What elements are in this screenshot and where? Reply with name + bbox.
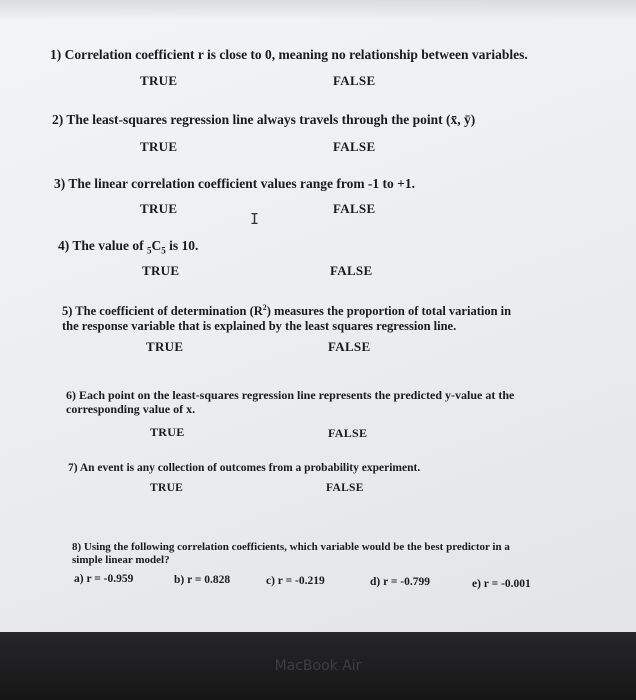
question-4: 4) The value of $_5C_5$ is 10. xyxy=(58,238,199,256)
q5-true-option[interactable]: TRUE xyxy=(146,339,184,354)
text-cursor-icon: I xyxy=(250,210,260,228)
question-7: 7) An event is any collection of outcomes from a probability experiment. xyxy=(68,462,421,474)
q2-false-option[interactable]: FALSE xyxy=(333,139,376,154)
q8-choice-e[interactable]: e) r = -0.001 xyxy=(472,578,531,590)
question-1: 1) Correlation coefficient r is close to 0, meaning no relationship between variables. xyxy=(50,47,528,62)
question-3: 3) The linear correlation coefficient values range from -1 to +1. xyxy=(54,176,415,191)
q8-choice-a[interactable]: a) r = -0.959 xyxy=(74,573,134,585)
q7-false-option[interactable]: FALSE xyxy=(326,482,364,494)
q6-true-option[interactable]: TRUE xyxy=(150,425,185,439)
question-8: 8) Using the following correlation coefficients, which variable would be the best predictor in a simple linear model? xyxy=(72,541,510,566)
question-2: 2) The least-squares regression line always travels through the point (x̄, ȳ) xyxy=(52,112,476,127)
q8-choice-c[interactable]: c) r = -0.219 xyxy=(266,575,325,587)
q2-true-option[interactable]: TRUE xyxy=(140,139,178,154)
q1-false-option[interactable]: FALSE xyxy=(333,73,376,88)
laptop-brand-label: MacBook Air xyxy=(274,658,362,674)
question-5: 5) The coefficient of determination $(R^2)$ measures the proportion of total variation in the response variable that is explained by the least squares regression line. xyxy=(62,303,512,334)
q6-false-option[interactable]: FALSE xyxy=(328,426,368,440)
q3-false-option[interactable]: FALSE xyxy=(333,201,376,216)
q5-false-option[interactable]: FALSE xyxy=(328,339,371,354)
q4-true-option[interactable]: TRUE xyxy=(142,263,180,278)
q3-true-option[interactable]: TRUE xyxy=(140,201,178,216)
q7-true-option[interactable]: TRUE xyxy=(150,482,184,494)
q8-choice-d[interactable]: d) r = -0.799 xyxy=(370,576,431,588)
q8-choice-b[interactable]: b) r = 0.828 xyxy=(174,574,231,586)
q1-true-option[interactable]: TRUE xyxy=(140,73,178,88)
q4-false-option[interactable]: FALSE xyxy=(330,263,373,278)
question-6: 6) Each point on the least-squares regression line represents the predicted y-value at the corresponding value of x. xyxy=(66,388,515,416)
